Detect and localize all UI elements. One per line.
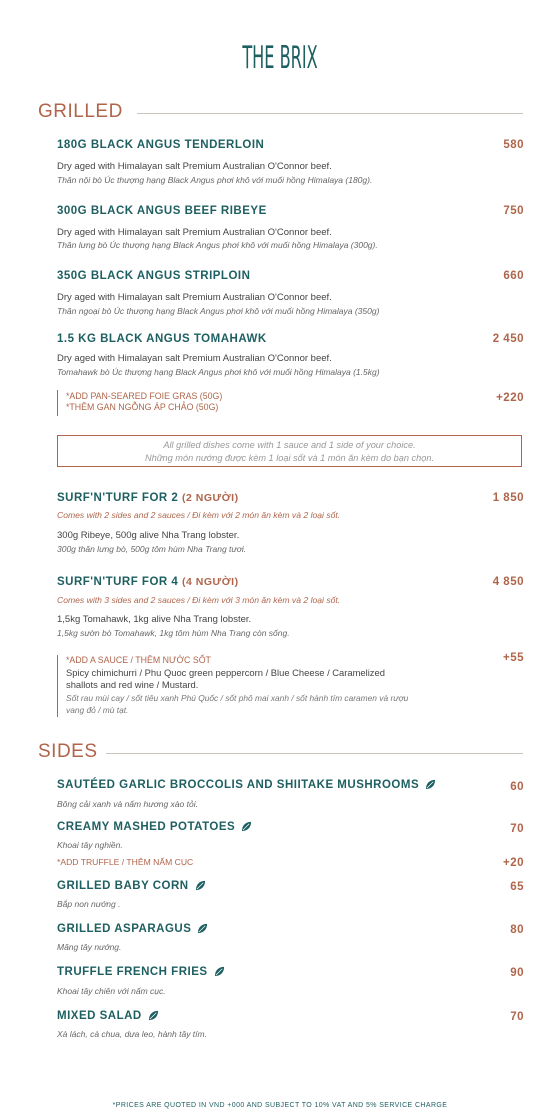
surf-turf-2-persons: (2 NGƯỜI): [182, 492, 239, 504]
addon-truffle-label: *ADD TRUFFLE / THÊM NẤM CỤC: [57, 857, 194, 867]
addon-accent-bar: [57, 390, 58, 416]
menu-item-price: 2 450: [492, 333, 524, 345]
side-item-label: GRILLED BABY CORN: [57, 880, 189, 892]
menu-item-description: 1,5kg Tomahawk, 1kg alive Nha Trang lobster.: [57, 614, 252, 625]
side-item-name: [57, 966, 225, 978]
leaf-icon: [214, 966, 225, 977]
leaf-icon: [148, 1010, 159, 1021]
addon-sauce-line-vi: vang đỏ / mù tạt.: [66, 705, 129, 715]
addon-sauce-options-vi: [66, 692, 408, 716]
side-item-description-vi: Bông cải xanh và nấm hương xào tỏi.: [57, 799, 198, 809]
notice-line: All grilled dishes come with 1 sauce and 1 side of your choice.: [163, 440, 416, 450]
menu-item-description-vi: 300g thăn lưng bò, 500g tôm hùm Nha Trang tươi.: [57, 544, 247, 554]
menu-item-price: 660: [503, 270, 524, 282]
addon-foie-price: +220: [496, 392, 524, 404]
side-item-name: [57, 821, 252, 833]
menu-item-description-vi: 1,5kg sườn bò Tomahawk, 1kg tôm hùm Nha Trang còn sống.: [57, 628, 290, 638]
menu-item-description: Dry aged with Himalayan salt Premium Australian O'Connor beef.: [57, 161, 332, 172]
side-item-description-vi: Khoai tây chiên với nấm cục.: [57, 986, 166, 996]
side-item-name: [57, 1010, 159, 1022]
leaf-icon: [425, 779, 436, 790]
menu-item-price: 4 850: [492, 576, 524, 588]
side-item-price: 80: [510, 924, 524, 936]
side-item-price: 60: [510, 781, 524, 793]
side-item-name: [57, 923, 208, 935]
surf-turf-4-name: SURF'N'TURF FOR 4: [57, 576, 179, 588]
side-item-description-vi: Xà lách, cà chua, dưa leo, hành tây tím.: [57, 1029, 207, 1039]
addon-sauce-price: +55: [502, 652, 524, 664]
side-item-description-vi: Khoai tây nghiền.: [57, 840, 123, 850]
menu-item-description-vi: Thăn nội bò Úc thượng hạng Black Angus phơi khô với muối hồng Himalaya (180g).: [57, 175, 373, 185]
addon-sauce-options: [66, 667, 385, 691]
side-item-label: TRUFFLE FRENCH FRIES: [57, 966, 208, 978]
notice-line-vi: Những món nướng được kèm 1 loại sốt và 1 món ăn kèm do bạn chọn.: [144, 453, 435, 463]
menu-item-price: 580: [503, 139, 524, 151]
addon-accent-bar: [57, 655, 58, 717]
section-title-sides: SIDES: [38, 741, 98, 762]
pricing-footnote: *PRICES ARE QUOTED IN VND +000 AND SUBJECT TO 10% VAT AND 5% SERVICE CHARGE: [112, 1102, 448, 1109]
section-divider: [106, 753, 523, 754]
addon-sauce-title: *ADD A SAUCE / THÊM NƯỚC SỐT: [66, 655, 211, 665]
leaf-icon: [197, 923, 208, 934]
menu-item-note: Comes with 2 sides and 2 sauces / Đi kèm với 2 món ăn kèm và 2 loại sốt.: [57, 510, 341, 520]
side-item-label: MIXED SALAD: [57, 1010, 142, 1022]
menu-item-name: 300G BLACK ANGUS BEEF RIBEYE: [57, 205, 267, 217]
side-item-label: SAUTÉED GARLIC BROCCOLIS AND SHIITAKE MUSHROOMS: [57, 779, 420, 791]
addon-truffle-price: +20: [502, 857, 524, 869]
side-item-description-vi: Bắp non nướng .: [57, 899, 121, 909]
side-item-label: GRILLED ASPARAGUS: [57, 923, 192, 935]
menu-item-description: Dry aged with Himalayan salt Premium Australian O'Connor beef.: [57, 227, 332, 238]
menu-item-description: Dry aged with Himalayan salt Premium Australian O'Connor beef.: [57, 292, 332, 303]
side-item-price: 90: [510, 967, 524, 979]
section-title-grilled: GRILLED: [38, 101, 123, 122]
side-item-name: [57, 880, 206, 892]
addon-foie-label-vi: *THÊM GAN NGỖNG ÁP CHẢO (50G): [66, 402, 219, 412]
side-item-price: 70: [510, 1011, 524, 1023]
menu-item-name: [57, 576, 239, 588]
side-item-label: CREAMY MASHED POTATOES: [57, 821, 236, 833]
menu-item-note: Comes with 3 sides and 2 sauces / Đi kèm với 3 món ăn kèm và 2 loại sốt.: [57, 595, 341, 605]
menu-item-name: 350G BLACK ANGUS STRIPLOIN: [57, 270, 251, 282]
leaf-icon: [195, 880, 206, 891]
menu-item-description-vi: Tomahawk bò Úc thượng hạng Black Angus phơi khô với muối hồng Himalaya (1.5kg): [57, 367, 380, 377]
leaf-icon: [241, 821, 252, 832]
side-item-price: 70: [510, 823, 524, 835]
menu-item-price: 750: [503, 205, 524, 217]
menu-item-description: 300g Ribeye, 500g alive Nha Trang lobster.: [57, 530, 240, 541]
menu-item-name: [57, 492, 239, 504]
menu-item-description: Dry aged with Himalayan salt Premium Australian O'Connor beef.: [57, 353, 332, 364]
addon-sauce-line-vi: Sốt rau mùi cay / sốt tiêu xanh Phú Quốc / sốt phô mai xanh / sốt hành tím caramen và rượu: [66, 693, 409, 703]
side-item-name: [57, 779, 436, 791]
menu-item-price: 1 850: [492, 492, 524, 504]
grilled-notice-box: [57, 435, 522, 467]
menu-item-description-vi: Thăn ngoại bò Úc thượng hạng Black Angus phơi khô với muối hồng Himalaya (350g): [57, 306, 380, 316]
addon-sauce-line: Spicy chimichurri / Phu Quoc green peppercorn / Blue Cheese / Caramelized: [66, 667, 385, 678]
surf-turf-2-name: SURF'N'TURF FOR 2: [57, 492, 179, 504]
menu-item-name: 180G BLACK ANGUS TENDERLOIN: [57, 139, 265, 151]
addon-sauce-line: shallots and red wine / Mustard.: [66, 679, 199, 690]
surf-turf-4-persons: (4 NGƯỜI): [182, 576, 239, 588]
side-item-description-vi: Măng tây nướng.: [57, 942, 122, 952]
side-item-price: 65: [510, 881, 524, 893]
section-divider: [137, 113, 523, 114]
addon-foie-label: *ADD PAN-SEARED FOIE GRAS (50G): [66, 391, 223, 401]
menu-item-name: 1.5 KG BLACK ANGUS TOMAHAWK: [57, 333, 267, 345]
menu-item-description-vi: Thăn lưng bò Úc thượng hạng Black Angus phơi khô với muối hồng Himalaya (300g).: [57, 240, 378, 250]
brand-logo: THE BRIX: [242, 40, 318, 76]
